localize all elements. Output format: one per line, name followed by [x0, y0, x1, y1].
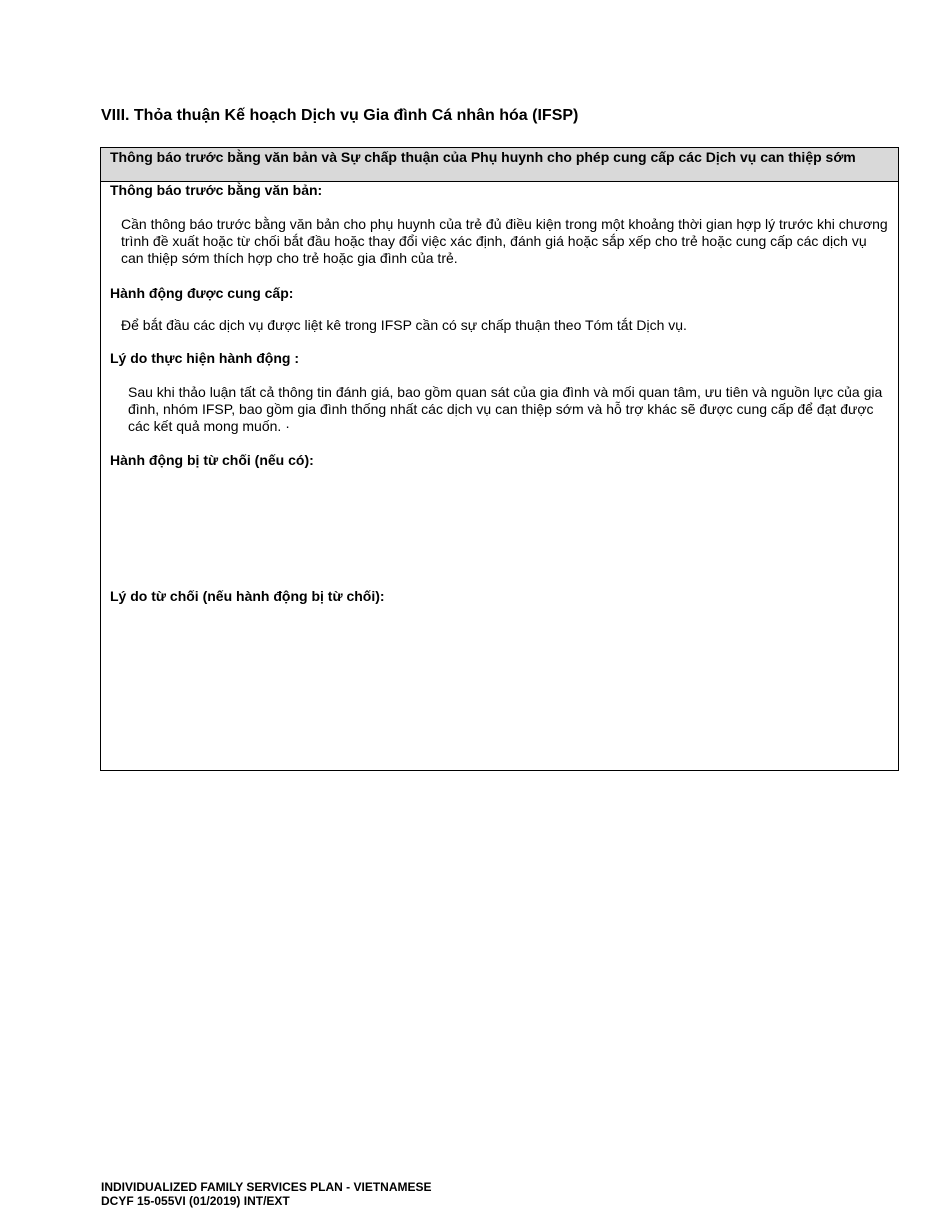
footer-form-number: DCYF 15-055VI (01/2019) INT/EXT [101, 1194, 290, 1208]
refused-action-label: Hành động bị từ chối (nếu có): [110, 452, 314, 468]
action-label: Hành động được cung cấp: [110, 285, 294, 301]
reason-text: Sau khi thảo luận tất cả thông tin đánh giá, bao gồm quan sát của gia đình và mối quan tâm, ưu tiên và nguồn lực của gia đình, nhóm IFSP, bao gồm gia đình thống nhất các dịch vụ can thiệp sớm và hỗ trợ khác sẽ được cung cấp để đạt được các kết quả mong muốn. · [128, 384, 883, 434]
footer [101, 1180, 432, 1208]
page-title: VIII. Thỏa thuận Kế hoạch Dịch vụ Gia đình Cá nhân hóa (IFSP) [101, 107, 579, 124]
consent-form-box [100, 147, 899, 771]
notice-text: Cần thông báo trước bằng văn bản cho phụ huynh của trẻ đủ điều kiện trong một khoảng thời gian hợp lý trước khi chương trình đề xuất hoặc từ chối bắt đầu hoặc thay đổi việc xác định, đánh giá hoặc sắp xếp cho trẻ hoặc cung cấp các dịch vụ can thiệp sớm thích hợp cho trẻ hoặc gia đình của trẻ. [121, 216, 888, 266]
refusal-reason-label: Lý do từ chối (nếu hành động bị từ chối): [110, 588, 385, 604]
footer-form-name: INDIVIDUALIZED FAMILY SERVICES PLAN - VIETNAMESE [101, 1180, 432, 1194]
refused-action-field[interactable] [110, 472, 888, 582]
action-text: Để bắt đầu các dịch vụ được liệt kê trong IFSP cần có sự chấp thuận theo Tóm tắt Dịch vụ. [121, 317, 687, 333]
notice-label: Thông báo trước bằng văn bản: [110, 182, 323, 198]
form-header: Thông báo trước bằng văn bản và Sự chấp thuận của Phụ huynh cho phép cung cấp các Dịch vụ can thiệp sớm [101, 148, 898, 182]
refusal-reason-field[interactable] [110, 608, 888, 763]
reason-label: Lý do thực hiện hành động : [110, 350, 300, 366]
